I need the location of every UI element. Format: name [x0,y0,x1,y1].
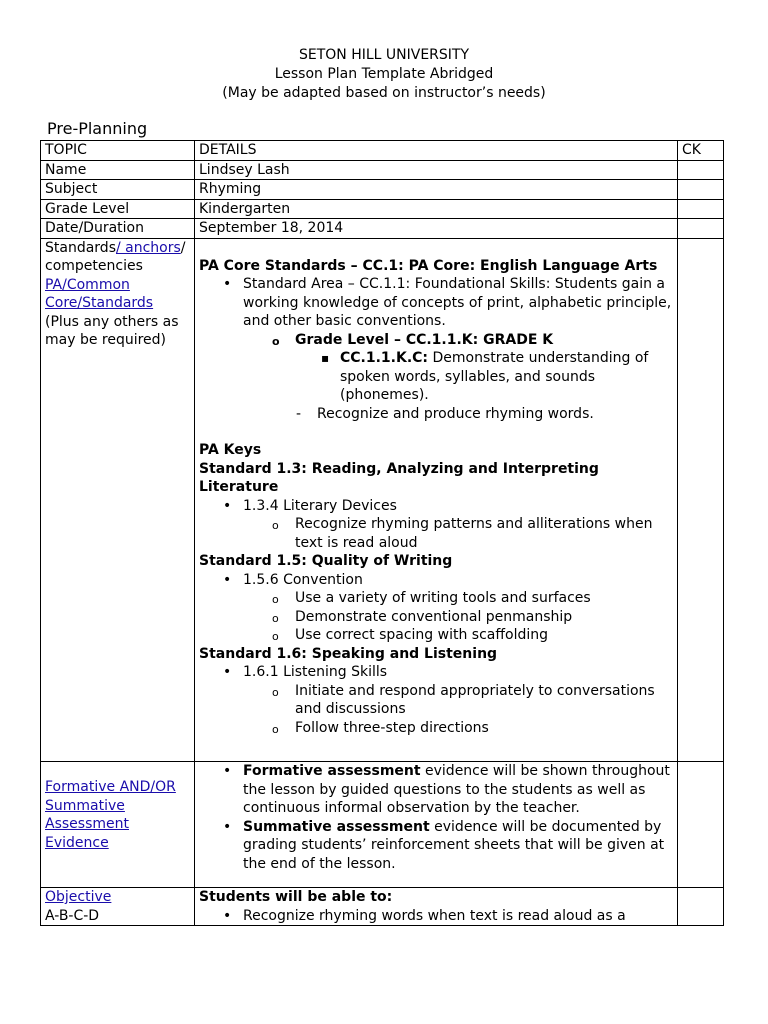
row-value-subject: Rhyming [195,180,678,200]
list-item: • Standard Area – CC.1.1: Foundational Skills: Students gain a working knowledge of concepts of print, alphabetic principle, and other basic conventions. [199,275,673,331]
standards-details [195,238,678,762]
list-item [199,349,673,405]
summative-text: evidence will be documented by grading students’ reinforcement sheets that will be given at the end of the lesson. [243,818,665,872]
competencies-label: / competencies [45,239,186,274]
university-name: SETON HILL UNIVERSITY [298,47,470,63]
assessment-link[interactable]: Formative AND/OR Summative Assessment Evidence [45,779,176,851]
table-row [41,160,724,180]
row-label-objective [41,888,195,926]
standard-1-3-heading: Standard 1.3: Reading, Analyzing and Interpreting Literature [199,460,599,495]
cc-code: CC.1.1.K.C: [340,350,429,366]
table-row [41,219,724,239]
row-label-grade: Grade Level [41,199,195,219]
list-item: o Recognize rhyming patterns and alliterations when text is read aloud [199,515,673,552]
list-item: • 1.6.1 Listening Skills [199,663,673,682]
objective-link[interactable]: Objective [45,889,112,905]
row-value-date: September 18, 2014 [195,219,678,239]
row-value-grade: Kindergarten [195,199,678,219]
objective-sub: A-B-C-D [45,907,100,924]
ck-cell [678,160,724,180]
list-item: - Recognize and produce rhyming words. [199,405,673,424]
row-label-subject: Subject [41,180,195,200]
assessment-details [195,762,678,888]
standard-1-6-heading: Standard 1.6: Speaking and Listening [199,645,498,662]
table-row-standards [41,238,724,762]
list-item: • 1.3.4 Literary Devices [199,497,673,516]
ck-cell [678,762,724,888]
summative-label: Summative assessment [243,818,430,835]
table-row-objective [41,888,724,926]
pa-keys-heading: PA Keys [199,442,262,458]
formative-text: evidence will be shown throughout the lesson by guided questions to the students as well as continuous informal observation by the teacher. [243,763,670,816]
lesson-plan-table [40,140,724,926]
template-title: Lesson Plan Template Abridged [274,66,494,82]
list-item: o Grade Level – CC.1.1.K: GRADE K [199,331,673,350]
template-note: (May be adapted based on instructor’s needs) [222,85,546,101]
objective-details [195,888,678,926]
header-ck: CK [678,141,724,161]
ck-cell [678,238,724,762]
list-item [199,818,673,874]
cc-text: Demonstrate understanding of spoken words, syllables, and sounds (phonemes). [340,350,649,403]
section-title: Pre-Planning [47,119,148,138]
row-label-date: Date/Duration [41,219,195,239]
header-details: DETAILS [195,141,678,161]
ck-cell [678,180,724,200]
ck-cell [678,219,724,239]
header-topic: TOPIC [41,141,195,161]
document-header [0,46,768,103]
pa-core-heading: PA Core Standards – CC.1: PA Core: English Language Arts [199,257,658,274]
table-row [41,199,724,219]
list-item: o Use a variety of writing tools and surfaces [199,589,673,608]
table-row-assessment [41,762,724,888]
list-item: • 1.5.6 Convention [199,571,673,590]
objective-heading: Students will be able to: [199,889,393,905]
list-item [199,762,673,818]
ck-cell [678,199,724,219]
list-item: o Follow three-step directions [199,719,673,738]
row-label-assessment [41,762,195,888]
standards-label: Standards [45,239,116,256]
row-label-name: Name [41,160,195,180]
ck-cell [678,888,724,926]
pa-common-core-link[interactable]: PA/Common Core/Standards [45,276,154,311]
anchors-link[interactable]: / anchors [115,239,181,256]
standard-1-5-heading: Standard 1.5: Quality of Writing [199,553,453,569]
list-item: o Use correct spacing with scaffolding [199,626,673,645]
standards-note: (Plus any others as may be required) [45,313,179,348]
list-item: o Demonstrate conventional penmanship [199,608,673,627]
row-value-name: Lindsey Lash [195,160,678,180]
list-item: • Recognize rhyming words when text is read aloud as a [199,907,673,925]
row-label-standards [41,238,195,762]
formative-label: Formative assessment [243,763,421,779]
list-item: o Initiate and respond appropriately to conversations and discussions [199,682,673,719]
table-row [41,180,724,200]
table-header-row [41,141,724,161]
